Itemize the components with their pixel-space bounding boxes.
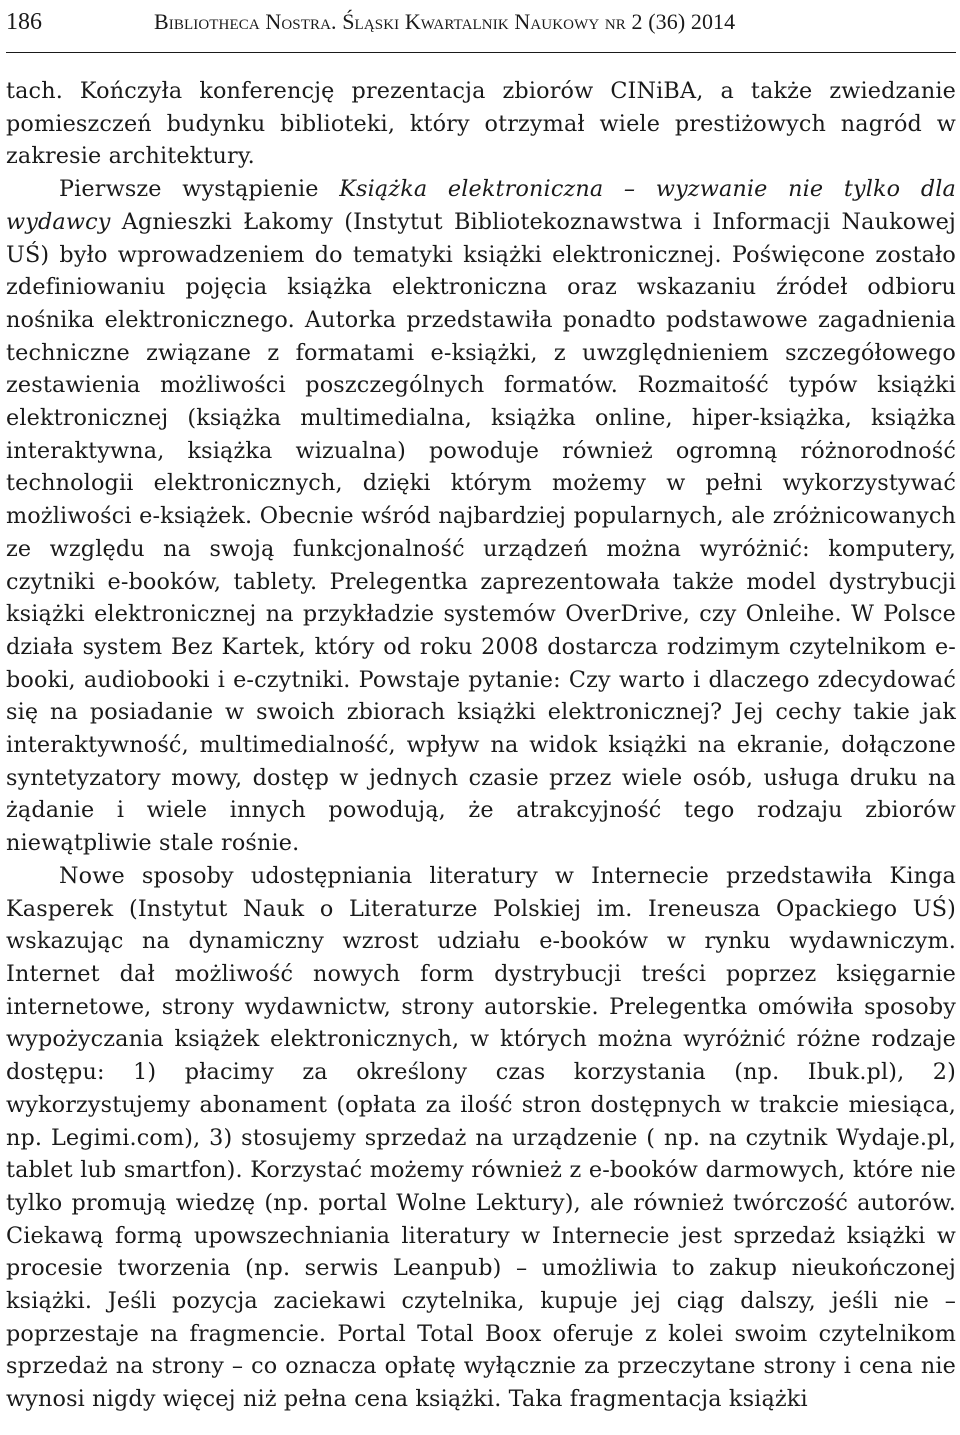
paragraph-lead: Pierwsze wystąpienie [59, 176, 340, 203]
header-rule [6, 52, 956, 53]
paragraph-first-presentation [6, 173, 956, 860]
paragraph-text: Nowe sposoby udostępniania literatury w Internecie przedstawiła Kinga Kasperek (Instytut Nauk o Literaturze Polskiej im. Ireneusza Opackiego UŚ) wskazując na dynamiczny wzrost udziału e-booków w rynku wydawniczym. Internet dał możliwość nowych form dystrybucji treści poprzez księgarnie internetowe, strony wydawnictw, strony autorskie. Prelegentka omówiła sposoby wypożyczania książek elektronicznych, w których można wyróżnić różne rodzaje dostępu: 1) płacimy za określony czas korzystania (np. Ibuk.pl), 2) wykorzystujemy abonament (opłata za ilość stron dostępnych w trakcie miesiąca, np. Legimi.com), 3) stosujemy sprzedaż na urządzenie ( np. na czytnik Wydaje.pl, tablet lub smartfon). Korzystać możemy również z e-booków darmowych, które nie tylko promują wiedzę (np. portal Wolne Lektury), ale również twórczość autorów. Ciekawą formą upowszechniania literatury w Internecie jest sprzedaż książki w procesie tworzenia (np. serwis Leanpub) – umożliwia to zakup nieukończonej książki. Jeśli pozycja zaciekawi czytelnika, kupuje jej ciąg dalszy, jeśli nie – poprzestaje na fragmencie. Portal Total Boox oferuje z kolei swoim czytelnikom sprzedaż na strony – co oznacza opłatę wyłącznie za przeczytane strony i cena nie wynosi nigdy więcej niż pełna cena książki. Taka fragmentacja książki [6, 862, 956, 1413]
paragraph-continuation [6, 75, 956, 173]
page-number: 186 [6, 9, 42, 35]
journal-title: Bibliotheca Nostra. Śląski Kwartalnik Naukowy nr 2 (36) 2014 [154, 9, 736, 34]
running-header [6, 2, 956, 42]
article-body [6, 75, 956, 1416]
paragraph-text: tach. Kończyła konferencję prezentacja zbiorów CINiBA, a także zwiedzanie pomieszczeń budynku biblioteki, który otrzymał wiele prestiżowych nagród w zakresie architektury. [6, 78, 956, 170]
paragraph-text: Agnieszki Łakomy (Instytut Bibliotekoznawstwa i Informacji Naukowej UŚ) było wprowadzeniem do tematyki książki elektronicznej. Poświęcone zostało zdefiniowaniu pojęcia książka elektroniczna oraz wskazaniu źródeł odbioru nośnika elektronicznego. Autorka przedstawiła ponadto podstawowe zagadnienia techniczne związane z formatami e-książki, z uwzględnieniem szczegółowego zestawienia możliwości poszczególnych formatów. Rozmaitość typów książki elektronicznej (książka multimedialna, książka online, hiper-książka, książka interaktywna, książka wizualna) powoduje również ogromną różnorodność technologii elektronicznych, dzięki którym możemy w pełni wykorzystywać możliwości e-książek. Obecnie wśród najbardziej popularnych, ale zróżnicowanych ze względu na swoją funkcjonalność urządzeń można wyróżnić: komputery, czytniki e-booków, tablety. Prelegentka zaprezentowała także model dystrybucji książki elektronicznej na przykładzie systemów OverDrive, czy Onleihe. W Polsce działa system Bez Kartek, który od roku 2008 dostarcza rodzimym czytelnikom e-booki, audiobooki i e-czytniki. Powstaje pytanie: Czy warto i dlaczego zdecydować się na posiadanie w swoich zbiorach książki elektronicznej? Jej cechy takie jak interaktywność, multimedialność, wpływ na widok książki na ekranie, dołączone syntetyzatory mowy, dostęp w jednych czasie przez wiele osób, usługa druku na żądanie i wiele innych powodują, że atrakcyjność tego rodzaju zbiorów niewątpliwie stale rośnie. [6, 208, 956, 857]
presentation-title: Książka elektroniczna – wyzwanie nie tylko dla wydawcy [6, 176, 956, 235]
paragraph-second-presentation [6, 860, 956, 1416]
